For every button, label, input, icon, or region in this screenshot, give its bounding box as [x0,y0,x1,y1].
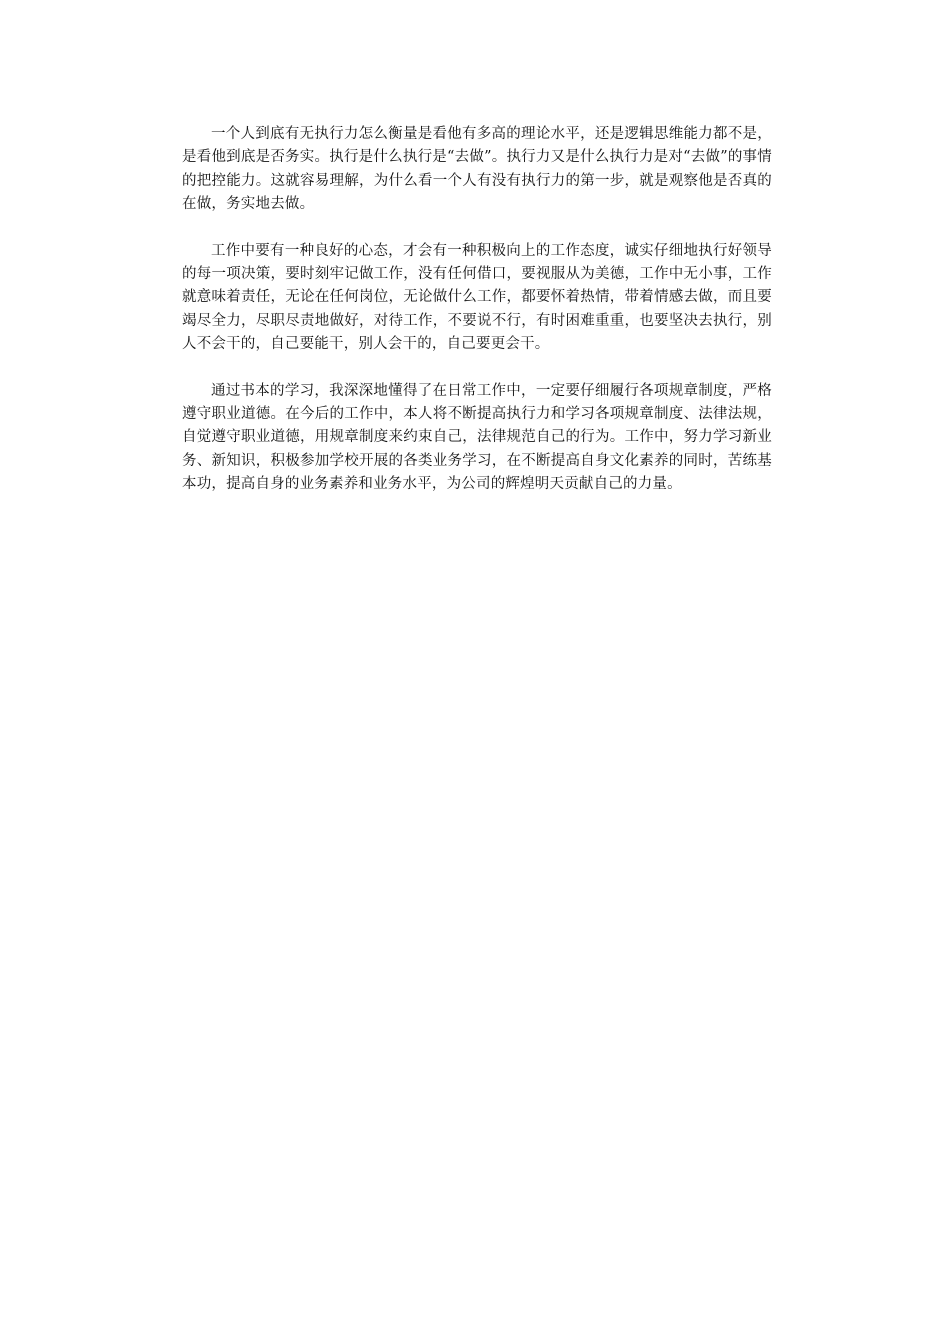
paragraph-1: 一个人到底有无执行力怎么衡量是看他有多高的理论水平，还是逻辑思维能力都不是，是看他到底是否务实。执行是什么执行是“去做”。执行力又是什么执行力是对“去做”的事情的把控能力。这就容易理解，为什么看一个人有没有执行力的第一步，就是观察他是否真的在做，务实地去做。 [182,126,772,213]
paragraph-2: 工作中要有一种良好的心态，才会有一种积极向上的工作态度，诚实仔细地执行好领导的每一项决策，要时刻牢记做工作，没有任何借口，要视服从为美德，工作中无小事，工作就意味着责任，无论在任何岗位，无论做什么工作，都要怀着热情，带着情感去做，而且要竭尽全力，尽职尽责地做好，对待工作，不要说不行，有时困难重重，也要坚决去执行，别人不会干的，自己要能干，别人会干的，自己要更会干。 [182,242,772,353]
paragraph-3: 通过书本的学习，我深深地懂得了在日常工作中，一定要仔细履行各项规章制度，严格遵守职业道德。在今后的工作中，本人将不断提高执行力和学习各项规章制度、法律法规，自觉遵守职业道德，用规章制度来约束自己，法律规范自己的行为。工作中，努力学习新业务、新知识，积极参加学校开展的各类业务学习，在不断提高自身文化素养的同时，苦练基本功，提高自身的业务素养和业务水平，为公司的辉煌明天贡献自己的力量。 [182,382,772,493]
document-body [182,123,772,520]
